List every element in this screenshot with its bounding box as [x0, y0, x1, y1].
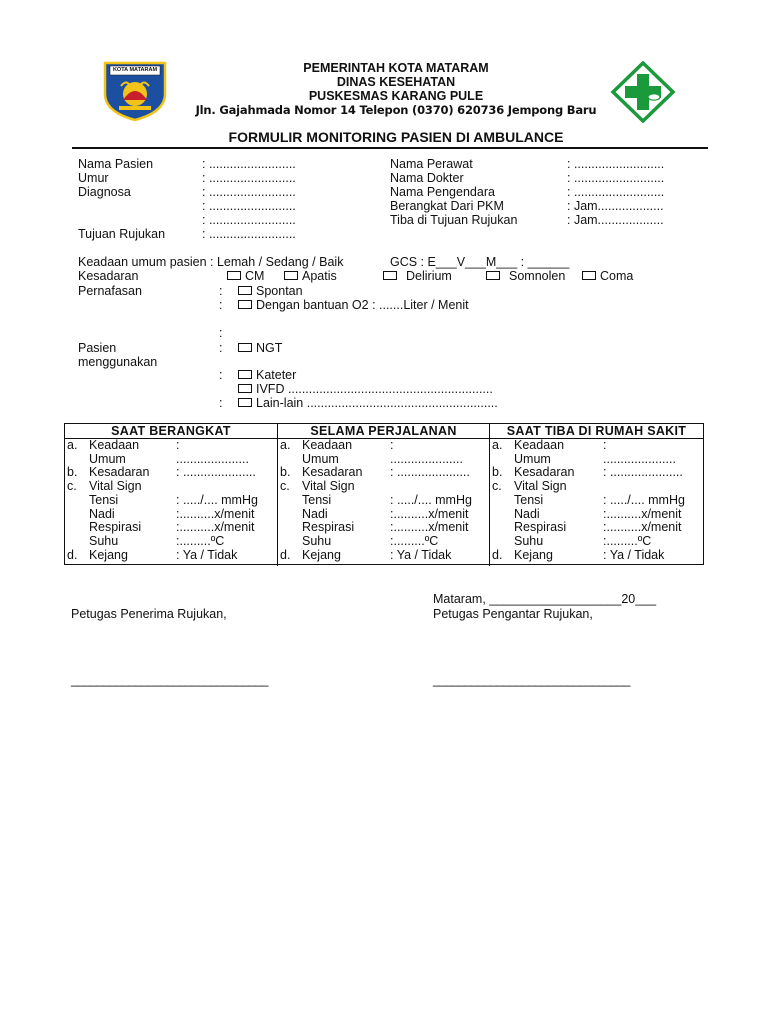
- checkbox[interactable]: [486, 271, 500, 280]
- info-label: Diagnosa: [78, 185, 131, 199]
- colon: :: [219, 341, 223, 355]
- colon: :: [219, 396, 223, 410]
- left-signer-role: Petugas Penerima Rujukan,: [71, 607, 227, 621]
- checkbox[interactable]: [238, 286, 252, 295]
- row-value: : .....................: [390, 465, 470, 480]
- row-label: Kesadaran: [302, 465, 363, 480]
- keadaan-umum: Keadaan umum pasien : Lemah / Sedang / Baik: [78, 255, 344, 269]
- row-value: .....................: [390, 451, 463, 466]
- info-label: Nama Dokter: [390, 171, 464, 185]
- pernafasan-option-spontan[interactable]: Spontan: [238, 284, 303, 298]
- checkbox[interactable]: [238, 370, 252, 379]
- puskesmas-logo: [610, 61, 676, 123]
- checkbox[interactable]: [227, 271, 241, 280]
- row-mark: d.: [67, 547, 78, 562]
- kesadaran-option-somnolen[interactable]: Somnolen: [486, 269, 565, 283]
- colon: :: [219, 326, 223, 340]
- info-label: Umur: [78, 171, 109, 185]
- row-label: Tensi: [89, 492, 119, 507]
- header-address: Jln. Gajahmada Nomor 14 Telepon (0370) 620736 Jempong Baru: [195, 103, 597, 117]
- kesadaran-label: Kesadaran: [78, 269, 139, 283]
- form-title: FORMULIR MONITORING PASIEN DI AMBULANCE: [228, 129, 564, 145]
- row-label: Kejang: [89, 547, 128, 562]
- checkbox[interactable]: [238, 300, 252, 309]
- option-kateter[interactable]: Kateter: [238, 368, 296, 382]
- row-label: Suhu: [302, 533, 332, 548]
- row-mark: d.: [280, 547, 291, 562]
- right-signature-line: _______________________________: [433, 673, 630, 687]
- row-value: :..........x/menit: [390, 506, 469, 521]
- row-value: :..........x/menit: [176, 506, 255, 521]
- row-label: Respirasi: [514, 520, 567, 535]
- row-mark: b.: [492, 465, 503, 480]
- row-label: Tensi: [302, 492, 332, 507]
- row-label: Vital Sign: [302, 479, 355, 494]
- row-value: :..........x/menit: [176, 520, 255, 535]
- col-header-tiba: SAAT TIBA DI RUMAH SAKIT: [506, 424, 687, 438]
- row-label: Respirasi: [89, 520, 142, 535]
- header-unit: PUSKESMAS KARANG PULE: [308, 89, 484, 103]
- kota-mataram-logo: [101, 60, 169, 122]
- row-label: Tensi: [514, 492, 544, 507]
- info-value: : .........................: [202, 185, 296, 199]
- row-label: Nadi: [89, 506, 115, 521]
- table-col-divider: [489, 424, 490, 566]
- row-label: Suhu: [89, 533, 119, 548]
- table-col-divider: [277, 424, 278, 566]
- row-mark: a.: [67, 438, 78, 452]
- info-label: Tiba di Tujuan Rujukan: [390, 213, 518, 227]
- row-value: :.........ºC: [390, 533, 439, 548]
- info-label: Nama Pengendara: [390, 185, 495, 199]
- row-mark: c.: [67, 479, 77, 494]
- checkbox[interactable]: [238, 398, 252, 407]
- row-label: Keadaan: [89, 438, 140, 452]
- row-label: Umum: [302, 451, 339, 466]
- pasien-label: Pasien: [78, 341, 117, 355]
- row-value: : ...../.... mmHg: [176, 492, 258, 507]
- row-label: Keadaan: [514, 438, 565, 452]
- title-divider: [72, 147, 708, 149]
- row-value: :: [390, 438, 394, 452]
- row-value: :..........x/menit: [390, 520, 469, 535]
- row-value: : ...../.... mmHg: [390, 492, 472, 507]
- info-value: : .........................: [202, 157, 296, 171]
- option-ngt[interactable]: NGT: [238, 341, 282, 355]
- kesadaran-option-apatis[interactable]: Apatis: [284, 269, 337, 283]
- table-column: [67, 439, 275, 563]
- colon: :: [219, 368, 223, 382]
- monitoring-table: [64, 423, 704, 565]
- row-label: Keadaan: [302, 438, 353, 452]
- kesadaran-option-coma[interactable]: Coma: [582, 269, 633, 283]
- checkbox[interactable]: [238, 343, 252, 352]
- row-mark: d.: [492, 547, 503, 562]
- checkbox[interactable]: [284, 271, 298, 280]
- checkbox[interactable]: [383, 271, 397, 280]
- row-label: Kejang: [514, 547, 553, 562]
- row-label: Respirasi: [302, 520, 355, 535]
- row-label: Kejang: [302, 547, 341, 562]
- colon: :: [219, 298, 223, 312]
- info-value: : .........................: [202, 227, 296, 241]
- table-column: [492, 439, 701, 563]
- row-label: Kesadaran: [89, 465, 150, 480]
- row-label: Nadi: [514, 506, 540, 521]
- row-label: Nadi: [302, 506, 328, 521]
- left-signature-line: _______________________________: [71, 673, 268, 687]
- row-mark: b.: [67, 465, 78, 480]
- info-value: : ..........................: [567, 157, 665, 171]
- info-value: : Jam...................: [567, 199, 664, 213]
- row-label: Umum: [514, 451, 551, 466]
- row-value: : Ya / Tidak: [390, 547, 452, 562]
- row-label: Kesadaran: [514, 465, 575, 480]
- info-value: : ..........................: [567, 185, 665, 199]
- col-header-perjalanan: SELAMA PERJALANAN: [310, 424, 457, 438]
- row-value: .....................: [176, 451, 249, 466]
- info-value: : .........................: [202, 171, 296, 185]
- col-header-berangkat: SAAT BERANGKAT: [111, 424, 231, 438]
- table-column: [280, 439, 487, 563]
- row-mark: c.: [280, 479, 290, 494]
- kesadaran-option-cm[interactable]: CM: [227, 269, 264, 283]
- kesadaran-option-delirium[interactable]: Delirium: [383, 269, 452, 283]
- row-mark: b.: [280, 465, 291, 480]
- info-value: : ..........................: [567, 171, 665, 185]
- option-ivfd[interactable]: IVFD ...........................................................: [238, 382, 493, 396]
- row-value: :..........x/menit: [603, 520, 682, 535]
- row-label: Vital Sign: [514, 479, 567, 494]
- row-value: :.........ºC: [603, 533, 652, 548]
- menggunakan-label: menggunakan: [78, 355, 158, 369]
- row-mark: c.: [492, 479, 502, 494]
- info-label: Nama Pasien: [78, 157, 154, 171]
- row-value: .....................: [603, 451, 676, 466]
- row-value: : Ya / Tidak: [176, 547, 238, 562]
- row-value: :: [603, 438, 607, 452]
- place-date: Mataram, ___________________20___: [433, 592, 657, 606]
- kota-mataram-logo-text: KOTA MATARAM: [112, 67, 158, 73]
- pernafasan-option-o2[interactable]: Dengan bantuan O2 : .......Liter / Menit: [238, 298, 469, 312]
- colon: :: [219, 284, 223, 298]
- row-label: Vital Sign: [89, 479, 142, 494]
- row-mark: a.: [492, 438, 503, 452]
- row-value: :: [176, 438, 180, 452]
- gcs-field: GCS : E___V___M___ : ______: [390, 255, 570, 269]
- row-value: :.........ºC: [176, 533, 225, 548]
- info-value: : Jam...................: [567, 213, 664, 227]
- info-label: Tujuan Rujukan: [78, 227, 166, 241]
- info-value: : .........................: [202, 213, 296, 227]
- option-lain-lain[interactable]: Lain-lain .......................................................: [238, 396, 498, 410]
- row-value: : ...../.... mmHg: [603, 492, 685, 507]
- header-dept: DINAS KESEHATAN: [336, 75, 456, 89]
- checkbox[interactable]: [582, 271, 596, 280]
- header-gov: PEMERINTAH KOTA MATARAM: [303, 61, 489, 75]
- row-mark: a.: [280, 438, 291, 452]
- row-value: :..........x/menit: [603, 506, 682, 521]
- pernafasan-label: Pernafasan: [78, 284, 142, 298]
- right-signer-role: Petugas Pengantar Rujukan,: [433, 607, 593, 621]
- info-label: Berangkat Dari PKM: [390, 199, 504, 213]
- checkbox[interactable]: [238, 384, 252, 393]
- row-value: : Ya / Tidak: [603, 547, 665, 562]
- row-label: Suhu: [514, 533, 544, 548]
- row-label: Umum: [89, 451, 126, 466]
- info-label: Nama Perawat: [390, 157, 473, 171]
- row-value: : .....................: [603, 465, 683, 480]
- row-value: : .....................: [176, 465, 256, 480]
- info-value: : .........................: [202, 199, 296, 213]
